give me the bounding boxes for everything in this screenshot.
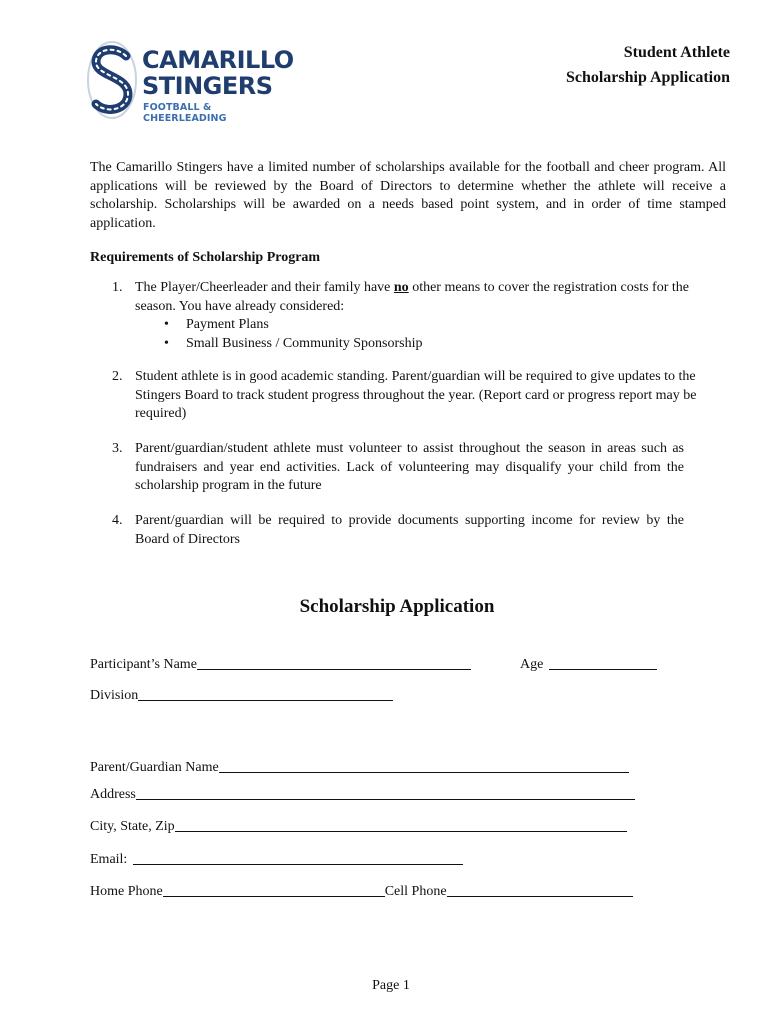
email-label: Email:	[90, 852, 128, 867]
header-title-line2: Scholarship Application	[565, 69, 730, 86]
header-title-line1: Student Athlete	[623, 44, 730, 61]
address-field	[90, 783, 635, 803]
phone-fields	[90, 880, 633, 900]
requirement-item-2	[112, 368, 726, 424]
participant-name-field	[90, 653, 471, 673]
participant-name-input[interactable]	[197, 655, 471, 670]
city-state-zip-input[interactable]	[175, 817, 627, 832]
age-field	[520, 653, 657, 673]
form-title: Scholarship Application	[299, 596, 495, 617]
age-input[interactable]	[549, 655, 657, 670]
requirement-item-3	[112, 440, 684, 496]
requirement-number: 2.	[112, 369, 123, 384]
home-phone-label: Home Phone	[90, 884, 163, 899]
bullet-sponsorship: • Small Business / Community Sponsorship	[135, 335, 726, 354]
cell-phone-label: Cell Phone	[384, 884, 447, 899]
division-field	[90, 684, 393, 704]
cell-phone-input[interactable]	[447, 882, 633, 897]
division-input[interactable]	[138, 686, 393, 701]
requirement-text: Parent/guardian/student athlete must volunteer to assist throughout the season in areas such as fundraisers and year end activities. Lack of volunteering may disqualify your child from the scholarship program in the future	[135, 441, 684, 493]
parent-name-label: Parent/Guardian Name	[90, 760, 219, 775]
logo-text-subtitle: FOOTBALL & CHEERLEADING	[143, 102, 227, 124]
parent-name-input[interactable]	[219, 758, 629, 773]
considered-options-list	[135, 316, 726, 353]
requirement-number: 4.	[112, 513, 123, 528]
requirement-number: 3.	[112, 441, 123, 456]
age-label: Age	[520, 657, 544, 672]
bullet-payment-plans: • Payment Plans	[135, 316, 726, 335]
requirement-item-4	[112, 512, 684, 549]
requirement-item-1	[112, 279, 726, 353]
address-input[interactable]	[136, 785, 635, 800]
logo-text-camarillo: CAMARILLO	[142, 46, 294, 74]
email-field	[90, 848, 463, 868]
requirements-heading: Requirements of Scholarship Program	[90, 250, 321, 265]
city-state-zip-field	[90, 815, 627, 835]
participant-name-label: Participant’s Name	[90, 657, 197, 672]
emphasis-no: no	[393, 280, 409, 295]
page-number: Page 1	[372, 978, 410, 993]
stinger-s-logo-icon	[86, 40, 138, 120]
requirement-text: Parent/guardian will be required to provide documents supporting income for review by the Board of Directors	[135, 513, 684, 547]
intro-paragraph: The Camarillo Stingers have a limited number of scholarships available for the football and cheer program. All applications will be reviewed by the Board of Directors to determine whether the athlete will receive a scholarship. Scholarships will be awarded on a needs based point system, and in order of time stamped application.	[90, 160, 726, 231]
home-phone-input[interactable]	[163, 882, 385, 897]
requirement-text: Student athlete is in good academic standing. Parent/guardian will be required to give updates to the Stingers Board to track student progress throughout the year. (Report card or progress report may be required)	[135, 369, 697, 421]
stingers-logo	[86, 40, 294, 124]
address-label: Address	[90, 787, 136, 802]
email-input[interactable]	[133, 850, 463, 865]
document-header	[566, 40, 730, 90]
requirement-number: 1.	[112, 280, 123, 295]
requirement-text: The Player/Cheerleader and their family have	[135, 280, 394, 295]
division-label: Division	[90, 688, 139, 703]
requirement-text-cont: other means to cover the registration costs for the season. You have already considered:	[135, 280, 689, 314]
city-state-zip-label: City, State, Zip	[90, 819, 175, 834]
logo-text-stingers: STINGERS	[142, 72, 273, 100]
parent-name-field	[90, 756, 629, 776]
